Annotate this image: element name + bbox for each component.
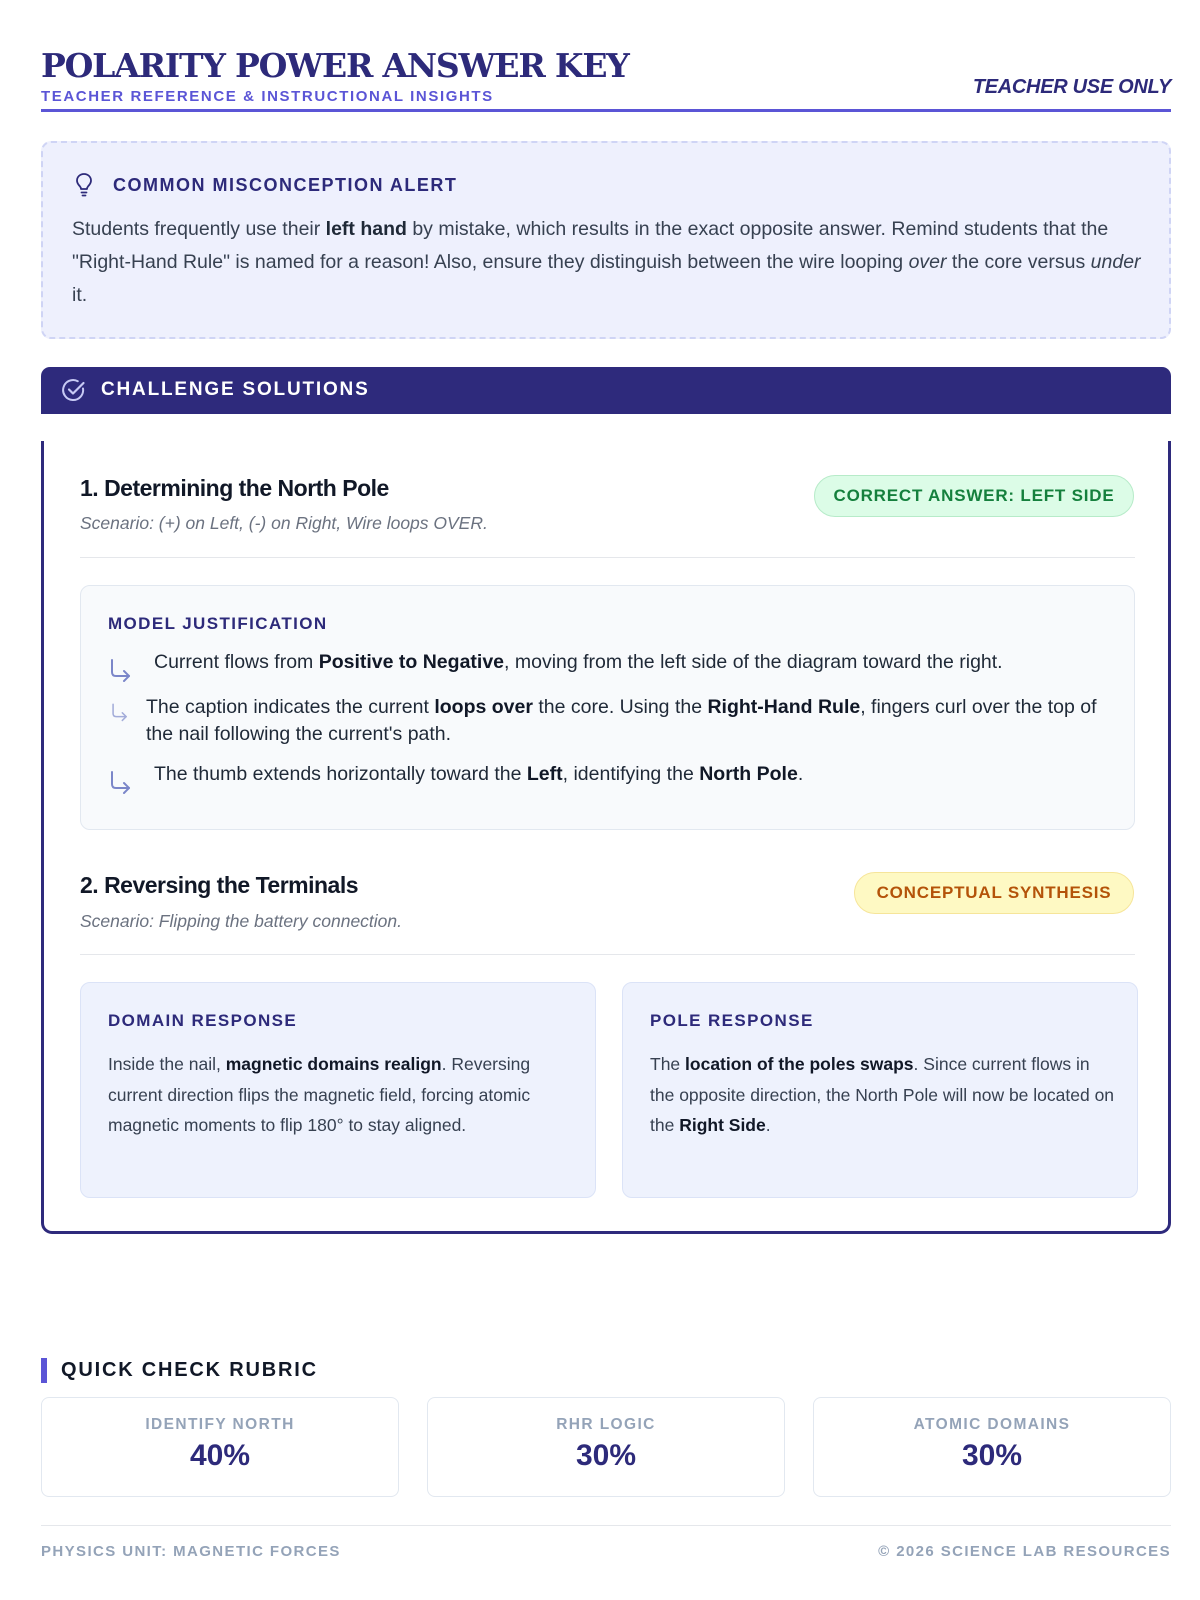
- lightbulb-icon: [73, 171, 95, 199]
- page-subtitle: TEACHER REFERENCE & INSTRUCTIONAL INSIGHTS: [41, 88, 494, 105]
- solutions-panel: [41, 441, 1171, 1234]
- correct-answer-badge: CORRECT ANSWER: LEFT SIDE: [814, 475, 1134, 517]
- pole-response-body: The location of the poles swaps. Since current flows in the opposite direction, the North Pole will now be located on the Right Side.: [650, 1054, 1115, 1135]
- page-title: POLARITY POWER ANSWER KEY: [41, 46, 629, 85]
- challenge-solutions-title: CHALLENGE SOLUTIONS: [101, 379, 370, 400]
- challenge-solutions-bar: [41, 367, 1171, 414]
- domain-response-body: Inside the nail, magnetic domains realign. Reversing current direction flips the magnetic field, forcing atomic magnetic moments to flip 180° to stay aligned.: [108, 1054, 531, 1135]
- conceptual-synthesis-badge: CONCEPTUAL SYNTHESIS: [854, 872, 1134, 914]
- alert-body: Students frequently use their left hand by mistake, which results in the exact opposite answer. Remind students that the "Right-Hand Rule" is named for a reason! Also, ensure they distinguish between the wire looping over the core versus under it.: [72, 218, 1141, 306]
- question-2-scenario: Scenario: Flipping the battery connection.: [80, 911, 402, 931]
- teacher-use-label: TEACHER USE ONLY: [972, 76, 1171, 98]
- rubric-card-rhr-logic: [427, 1397, 785, 1497]
- rubric-label: ATOMIC DOMAINS: [913, 1416, 1071, 1433]
- rubric-card-identify-north: [41, 1397, 399, 1497]
- domain-response-label: DOMAIN RESPONSE: [108, 1011, 298, 1030]
- rubric-value: 40%: [189, 1439, 251, 1472]
- footer-unit: PHYSICS UNIT: MAGNETIC FORCES: [41, 1543, 341, 1560]
- rubric-value: 30%: [961, 1439, 1023, 1472]
- misconception-alert: [41, 141, 1171, 339]
- alert-title: COMMON MISCONCEPTION ALERT: [113, 175, 458, 195]
- domain-response-box: [80, 982, 596, 1198]
- question-2-title: 2. Reversing the Terminals: [80, 872, 359, 898]
- rubric-label: IDENTIFY NORTH: [145, 1416, 295, 1433]
- answer-key-page: [41, 0, 1171, 1600]
- model-justification-box: MODEL JUSTIFICATION Current flows from Positive to Negative, moving from the left side of the diagram toward the right. The caption indicates the current loops over the core. Using the Right-Hand Rule, fingers curl over the top of the nail following the current's path. The thumb extends horizontally toward the Left, identifying the North Pole.: [80, 585, 1135, 830]
- rubric-label: RHR LOGIC: [556, 1416, 656, 1433]
- return-arrow-icon: [110, 702, 130, 722]
- pole-response-box: [622, 982, 1138, 1198]
- rubric-value: 30%: [575, 1439, 637, 1472]
- question-1-scenario: Scenario: (+) on Left, (-) on Right, Wire loops OVER.: [80, 513, 488, 533]
- question-2-divider: [80, 954, 1135, 955]
- check-circle-icon: [61, 377, 87, 403]
- return-arrow-icon: [108, 657, 134, 683]
- rubric-title: QUICK CHECK RUBRIC: [61, 1359, 318, 1381]
- justification-label: MODEL JUSTIFICATION: [108, 614, 328, 633]
- footer-copyright: © 2026 SCIENCE LAB RESOURCES: [878, 1543, 1171, 1560]
- return-arrow-icon: [108, 769, 134, 795]
- rubric-card-atomic-domains: [813, 1397, 1171, 1497]
- rubric-accent-bar: [41, 1358, 47, 1383]
- question-1-divider: [80, 557, 1135, 558]
- pole-response-label: POLE RESPONSE: [650, 1011, 814, 1030]
- footer-divider: [41, 1525, 1171, 1526]
- question-1-title: 1. Determining the North Pole: [80, 475, 389, 501]
- page-header: [41, 46, 1171, 112]
